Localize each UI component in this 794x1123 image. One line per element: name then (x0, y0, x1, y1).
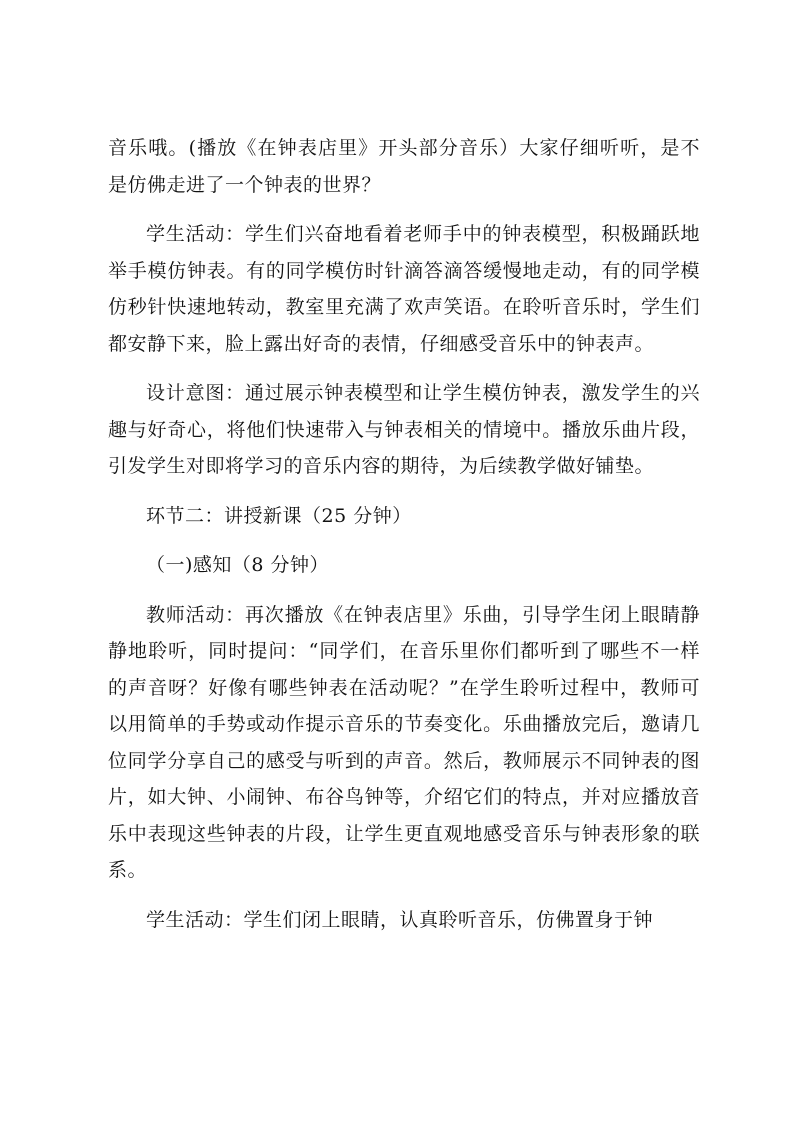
paragraph-student-activity-2: 学生活动：学生们闭上眼睛，认真聆听音乐，仿佛置身于钟 (146, 908, 654, 931)
paragraph-student-activity: 学生活动：学生们兴奋地看着老师手中的钟表模型，积极踊跃地举手模仿钟表。有的同学模仿时针滴答滴答缓慢地走动，有的同学模仿秒针快速地转动，教室里充满了欢声笑语。在聆听音乐时，学生们都安静下来，脸上露出好奇的表情，仔细感受音乐中的钟表声。 (108, 223, 700, 355)
paragraph-teacher-activity: 教师活动：再次播放《在钟表店里》乐曲，引导学生闭上眼睛静静地聆听，同时提问：“同学们，在音乐里你们都听到了哪些不一样的声音呀？好像有哪些钟表在活动呢？”在学生聆听过程中，教师可以用简单的手势或动作提示音乐的节奏变化。乐曲播放完后，邀请几位同学分享自己的感受与听到的声音。然后，教师展示不同钟表的图片，如大钟、小闹钟、布谷鸟钟等，介绍它们的特点，并对应播放音乐中表现这些钟表的片段，让学生更直观地感受音乐与钟表形象的联系。 (108, 603, 700, 881)
section-heading: 环节二：讲授新课（25 分钟） (146, 504, 412, 527)
document-page (108, 130, 700, 951)
paragraph-continuation: 音乐哦。(播放《在钟表店里》开头部分音乐）大家仔细听听，是不是仿佛走进了一个钟表的世界？ (108, 137, 700, 196)
subsection-heading: （一)感知（8 分钟） (146, 554, 330, 576)
paragraph-design-intent: 设计意图：通过展示钟表模型和让学生模仿钟表，激发学生的兴趣与好奇心，将他们快速带入与钟表相关的情境中。播放乐曲片段，引发学生对即将学习的音乐内容的期待，为后续教学做好铺垫。 (108, 382, 700, 477)
